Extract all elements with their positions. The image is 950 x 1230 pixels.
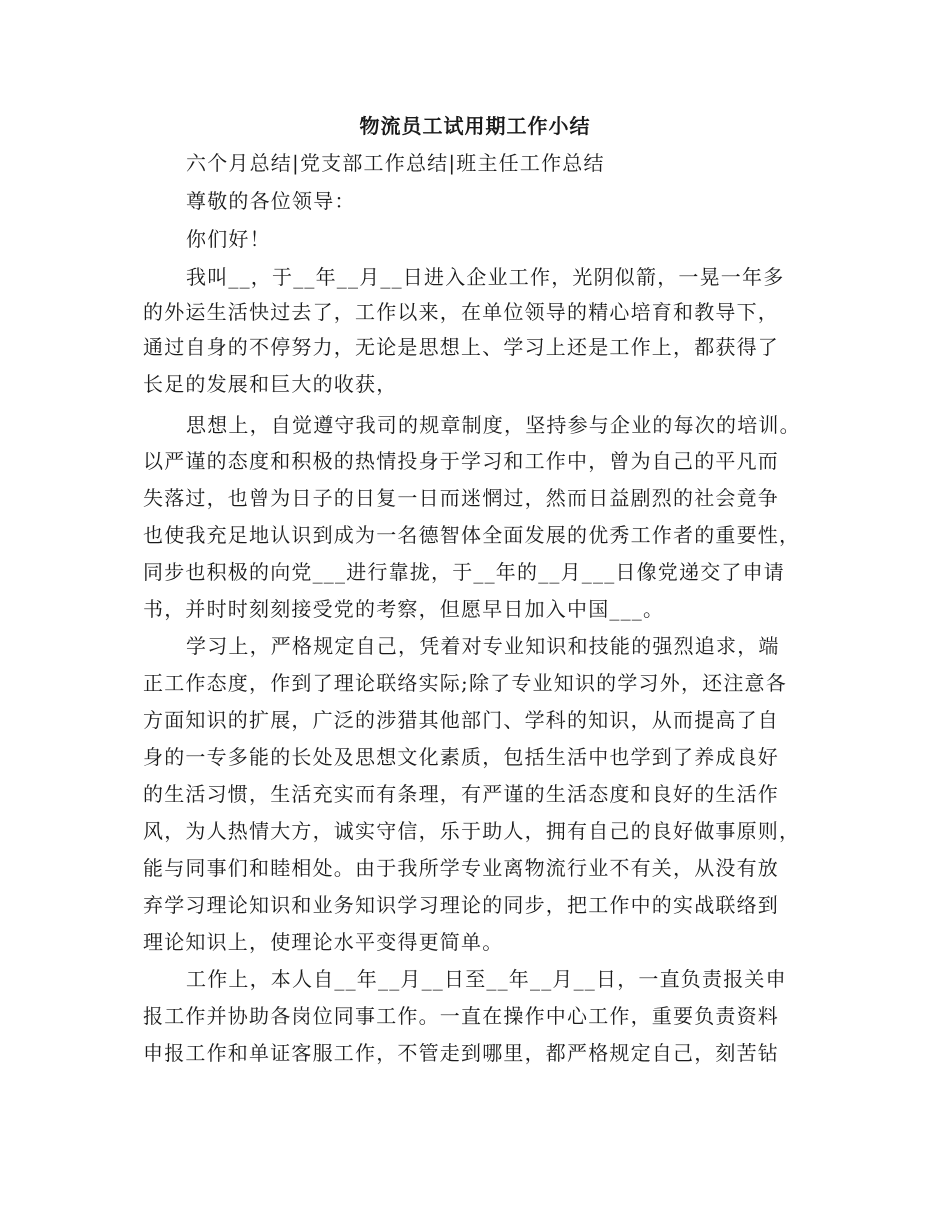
paragraph-line: 正工作态度，作到了理论联络实际;除了专业知识的学习外，还注意各 — [143, 671, 787, 695]
subtitle-line: 六个月总结|党支部工作总结|班主任工作总结 — [186, 151, 605, 175]
paragraph-line: 理论知识上，使理论水平变得更简单。 — [143, 930, 504, 954]
paragraph-line: 失落过，也曾为日子的日复一日而迷惘过，然而日益剧烈的社会竟争 — [143, 486, 779, 510]
paragraph-line: 的外运生活快过去了，工作以来，在单位领导的精心培育和教导下， — [143, 300, 779, 324]
paragraph-line: 申报工作和单证客服工作，不管走到哪里，都严格规定自己，刻苦钻 — [143, 1041, 779, 1065]
paragraph-line: 身的一专多能的长处及思想文化素质，包括生活中也学到了养成良好 — [143, 745, 779, 769]
paragraph-line: 我叫__，于__年__月__日进入企业工作，光阴似箭，一晃一年多 — [186, 265, 785, 289]
paragraph-line: 能与同事们和睦相处。由于我所学专业离物流行业不有关，从没有放 — [143, 856, 779, 880]
salutation-line: 尊敬的各位领导： — [186, 189, 356, 213]
paragraph-line: 风，为人热情大方，诚实守信，乐于助人，拥有自己的良好做事原则， — [143, 819, 801, 843]
paragraph-line: 报工作并协助各岗位同事工作。一直在操作中心工作，重要负责资料 — [143, 1004, 779, 1028]
paragraph-line: 思想上，自觉遵守我司的规章制度，坚持参与企业的每次的培训。 — [186, 413, 801, 437]
paragraph-line: 方面知识的扩展，广泛的涉猎其他部门、学科的知识，从而提高了自 — [143, 708, 779, 732]
greeting-line: 你们好！ — [186, 227, 271, 251]
document-title: 物流员工试用期工作小结 — [359, 114, 591, 138]
paragraph-line: 长足的发展和巨大的收获， — [143, 372, 398, 396]
paragraph-line: 通过自身的不停努力，无论是思想上、学习上还是工作上，都获得了 — [143, 335, 779, 359]
paragraph-line: 的生活习惯，生活充实而有条理，有严谨的生活态度和良好的生活作 — [143, 782, 779, 806]
paragraph-line: 弃学习理论知识和业务知识学习理论的同步，把工作中的实战联络到 — [143, 893, 779, 917]
paragraph-line: 也使我充足地认识到成为一名德智体全面发展的优秀工作者的重要性， — [143, 523, 801, 547]
paragraph-line: 学习上，严格规定自己，凭着对专业知识和技能的强烈追求，端 — [186, 634, 780, 658]
paragraph-line: 以严谨的态度和积极的热情投身于学习和工作中，曾为自己的平凡而 — [143, 449, 779, 473]
paragraph-line: 书，并时时刻刻接受党的考察，但愿早日加入中国___。 — [143, 597, 665, 621]
paragraph-line: 同步也积极的向党___进行靠拢，于__年的__月___日像党递交了申请 — [143, 560, 785, 584]
paragraph-line: 工作上，本人自__年__月__日至__年__月__日，一直负责报关申 — [186, 967, 787, 991]
